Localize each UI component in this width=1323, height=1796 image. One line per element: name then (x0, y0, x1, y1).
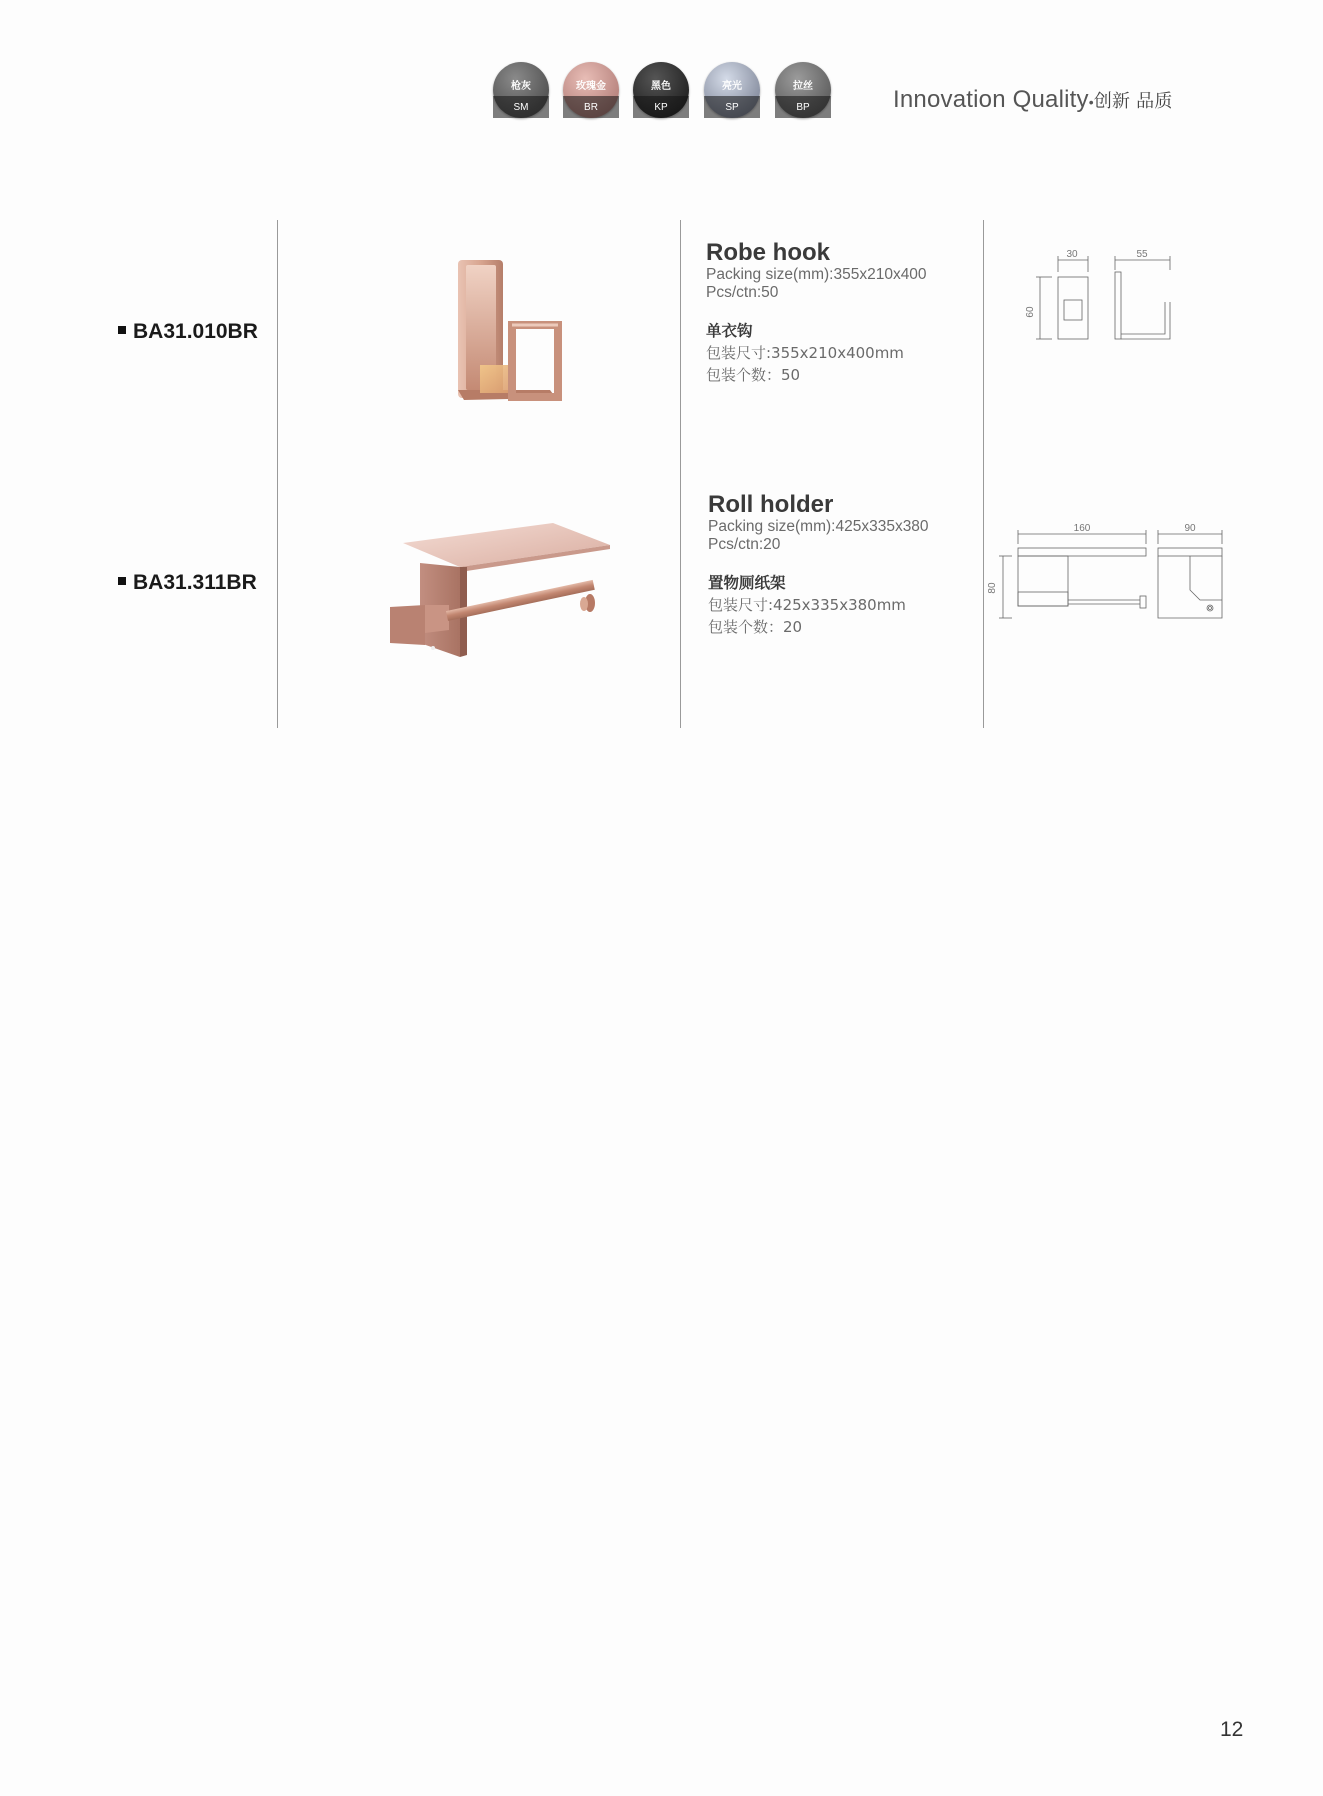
robe-hook-image (450, 255, 570, 405)
robe-hook-drawing (1020, 242, 1180, 347)
product-name: Robe hook (706, 239, 830, 266)
dim-label: 160 (1073, 523, 1091, 534)
finish-swatch-sm (493, 62, 549, 118)
column-divider-1 (277, 220, 278, 728)
packing-size-cn: 包装尺寸:355x210x400mm (706, 344, 904, 362)
pcs-per-carton: Pcs/ctn:50 (706, 284, 779, 301)
finish-code-label: KP (633, 96, 689, 118)
tagline-cn: 创新 品质 (1093, 91, 1173, 112)
product-info (706, 240, 927, 386)
product-code-text: BA31.010BR (133, 320, 258, 343)
page-number: 12 (1220, 1718, 1244, 1741)
finish-code-label: BR (563, 96, 619, 118)
product-code (118, 320, 258, 344)
finish-cn-label: 拉丝 (793, 81, 813, 92)
column-divider-3 (983, 220, 984, 728)
product-info (708, 492, 929, 638)
product-code (118, 571, 257, 595)
bullet-square-icon (118, 577, 126, 585)
packing-size: Packing size(mm):355x210x400 (706, 266, 927, 283)
product-name-cn: 置物厕纸架 (708, 574, 786, 592)
brand-tagline (893, 86, 1173, 114)
finish-cn-label: 玫瑰金 (576, 81, 606, 92)
finish-cn-label: 枪灰 (511, 81, 531, 92)
finish-cn-label: 亮光 (722, 81, 742, 92)
finish-code-label: SP (704, 96, 760, 118)
product-name-cn: 单衣钩 (706, 322, 753, 340)
column-divider-2 (680, 220, 681, 728)
bullet-square-icon (118, 326, 126, 334)
tagline-dot: • (1088, 94, 1094, 110)
dim-label: 90 (1184, 523, 1196, 534)
roll-holder-drawing (987, 520, 1235, 620)
roll-holder-image (385, 515, 615, 675)
dim-label: 60 (1025, 306, 1036, 318)
packing-size: Packing size(mm):425x335x380 (708, 518, 929, 535)
product-name: Roll holder (708, 491, 834, 518)
pcs-per-carton-cn: 包装个数：50 (706, 366, 801, 384)
finish-code-label: SM (493, 96, 549, 118)
tagline-en: Innovation Quality (893, 86, 1089, 113)
packing-size-cn: 包装尺寸:425x335x380mm (708, 596, 906, 614)
dim-label: 55 (1136, 249, 1148, 260)
finish-swatch-bp (775, 62, 831, 118)
product-code-text: BA31.311BR (133, 571, 257, 594)
pcs-per-carton-cn: 包装个数：20 (708, 618, 803, 636)
dim-label: 30 (1066, 249, 1078, 260)
finish-swatch-kp (633, 62, 689, 118)
finish-swatch-sp (704, 62, 760, 118)
finish-code-label: BP (775, 96, 831, 118)
finish-cn-label: 黑色 (651, 81, 671, 92)
pcs-per-carton: Pcs/ctn:20 (708, 536, 781, 553)
dim-label: 80 (987, 582, 998, 594)
finish-swatch-br (563, 62, 619, 118)
